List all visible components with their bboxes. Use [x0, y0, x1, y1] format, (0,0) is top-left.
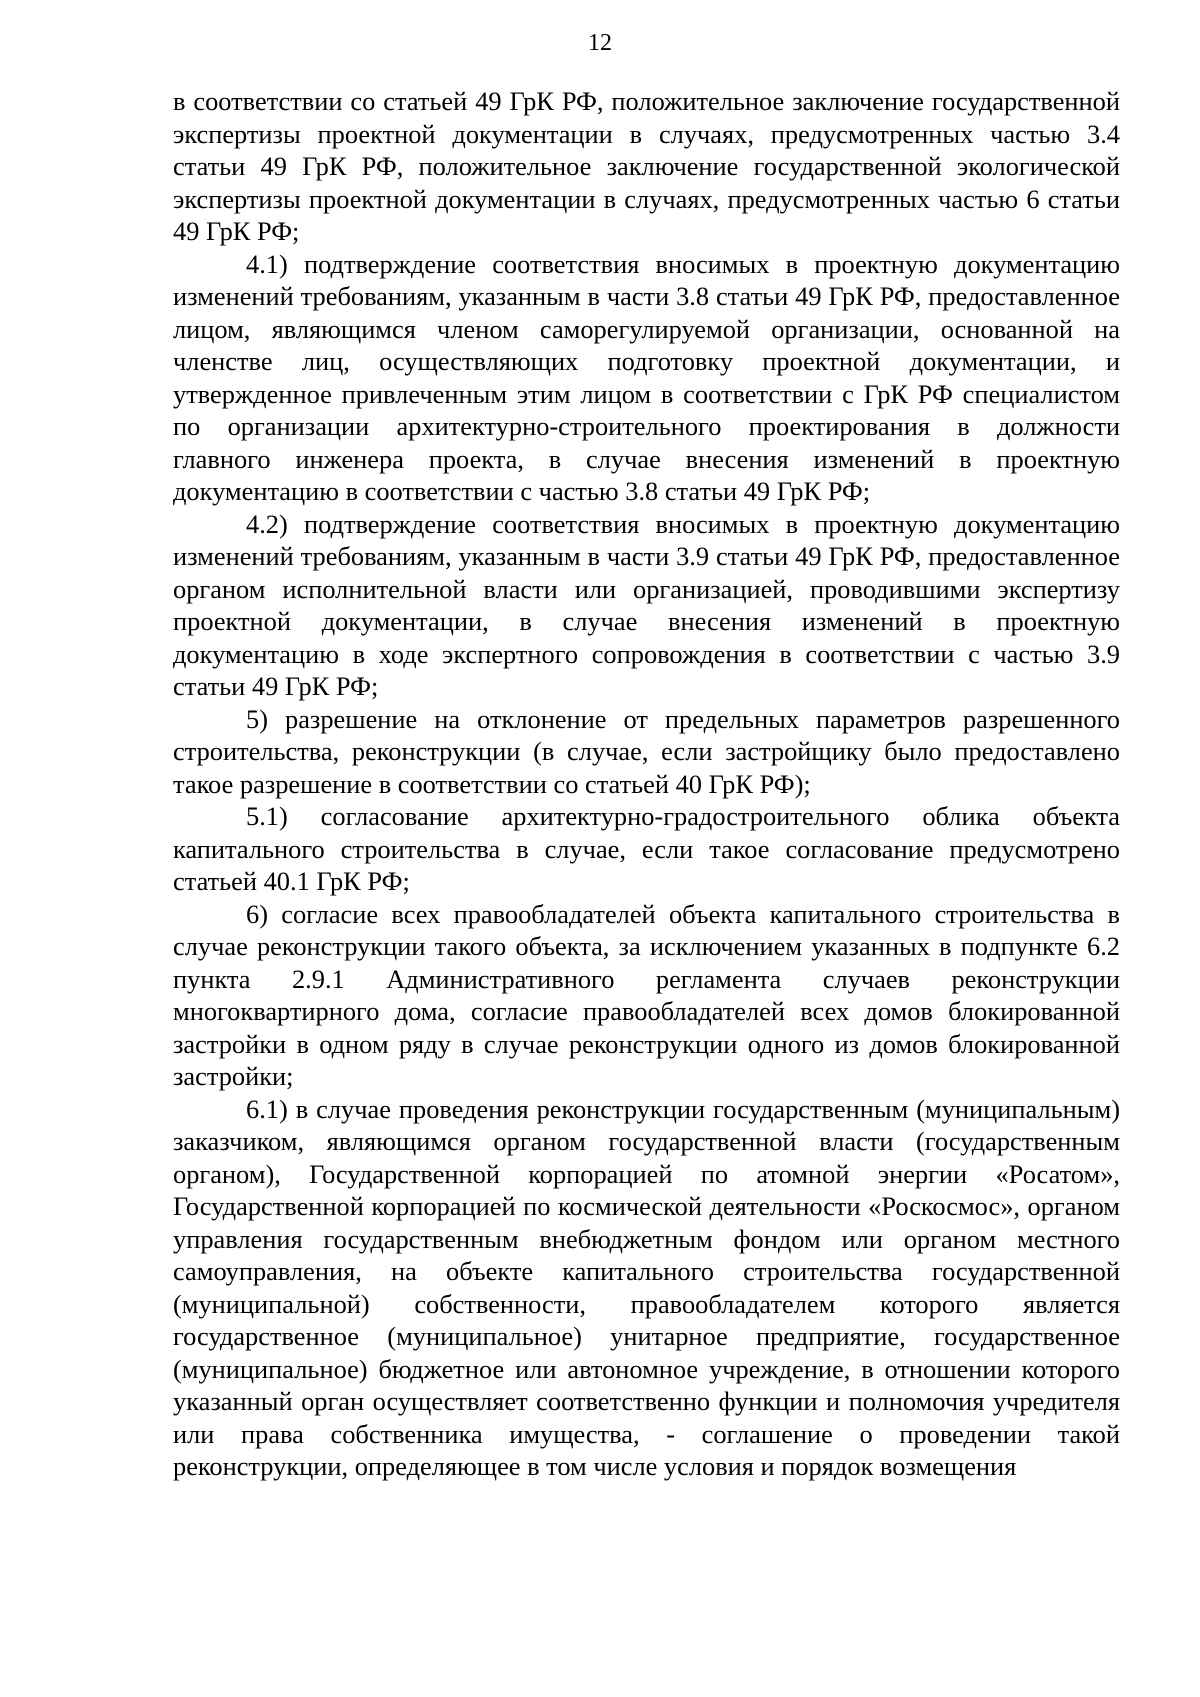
paragraph-6-1: 6.1) в случае проведения реконструкции государственным (муниципальным) заказчиком, являющимся органом государственной власти (государственным органом), Государственной корпорацией по атомной энергии «Росатом», Государственной корпорацией по космической деятельности «Роскосмос», органом управления государственным внебюджетным фондом или органом местного самоуправления, на объекте капитального строительства государственной (муниципальной) собственности, правообладателем которого является государственное (муниципальное) унитарное предприятие, государственное (муниципальное) бюджетное или автономное учреждение, в отношении которого указанный орган осуществляет соответственно функции и полномочия учредителя или права собственника имущества, - соглашение о проведении такой реконструкции, определяющее в том числе условия и порядок возмещения	[173, 1093, 1120, 1481]
paragraph-4-2: 4.2) подтверждение соответствия вносимых в проектную документацию изменений требованиям, указанным в части 3.9 статьи 49 ГрК РФ, предоставленное органом исполнительной власти или организацией, проводившими экспертизу проектной документации, в случае внесения изменений в проектную документацию в ходе экспертного сопровождения в соответствии с частью 3.9 статьи 49 ГрК РФ;	[173, 508, 1120, 701]
paragraph-4-1: 4.1) подтверждение соответствия вносимых в проектную документацию изменений требованиям, указанным в части 3.8 статьи 49 ГрК РФ, предоставленное лицом, являющимся членом саморегулируемой организации, основанной на членстве лиц, осуществляющих подготовку проектной документации, и утвержденное привлеченным этим лицом в соответствии с ГрК РФ специалистом по организации архитектурно-строительного проектирования в должности главного инженера проекта, в случае внесения изменений в проектную документацию в соответствии с частью 3.8 статьи 49 ГрК РФ;	[173, 248, 1120, 506]
paragraph-5-1: 5.1) согласование архитектурно-градостроительного облика объекта капитального строительства в случае, если такое согласование предусмотрено статьей 40.1 ГрК РФ;	[173, 801, 1120, 896]
paragraph-6: 6) согласие всех правообладателей объекта капитального строительства в случае реконструкции такого объекта, за исключением указанных в подпункте 6.2 пункта 2.9.1 Административного регламента случаев реконструкции многоквартирного дома, согласие правообладателей всех домов блокированной застройки в одном ряду в случае реконструкции одного из домов блокированной застройки;	[173, 898, 1120, 1091]
document-body	[173, 85, 1120, 1483]
paragraph-5: 5) разрешение на отклонение от предельных параметров разрешенного строительства, реконструкции (в случае, если застройщику было предоставлено такое разрешение в соответствии со статьей 40 ГрК РФ);	[173, 703, 1120, 799]
page-number: 12	[588, 30, 612, 56]
paragraph-continuation: в соответствии со статьей 49 ГрК РФ, положительное заключение государственной экспертизы проектной документации в случаях, предусмотренных частью 3.4 статьи 49 ГрК РФ, положительное заключение государственной экологической экспертизы проектной документации в случаях, предусмотренных частью 6 статьи 49 ГрК РФ;	[173, 86, 1120, 246]
